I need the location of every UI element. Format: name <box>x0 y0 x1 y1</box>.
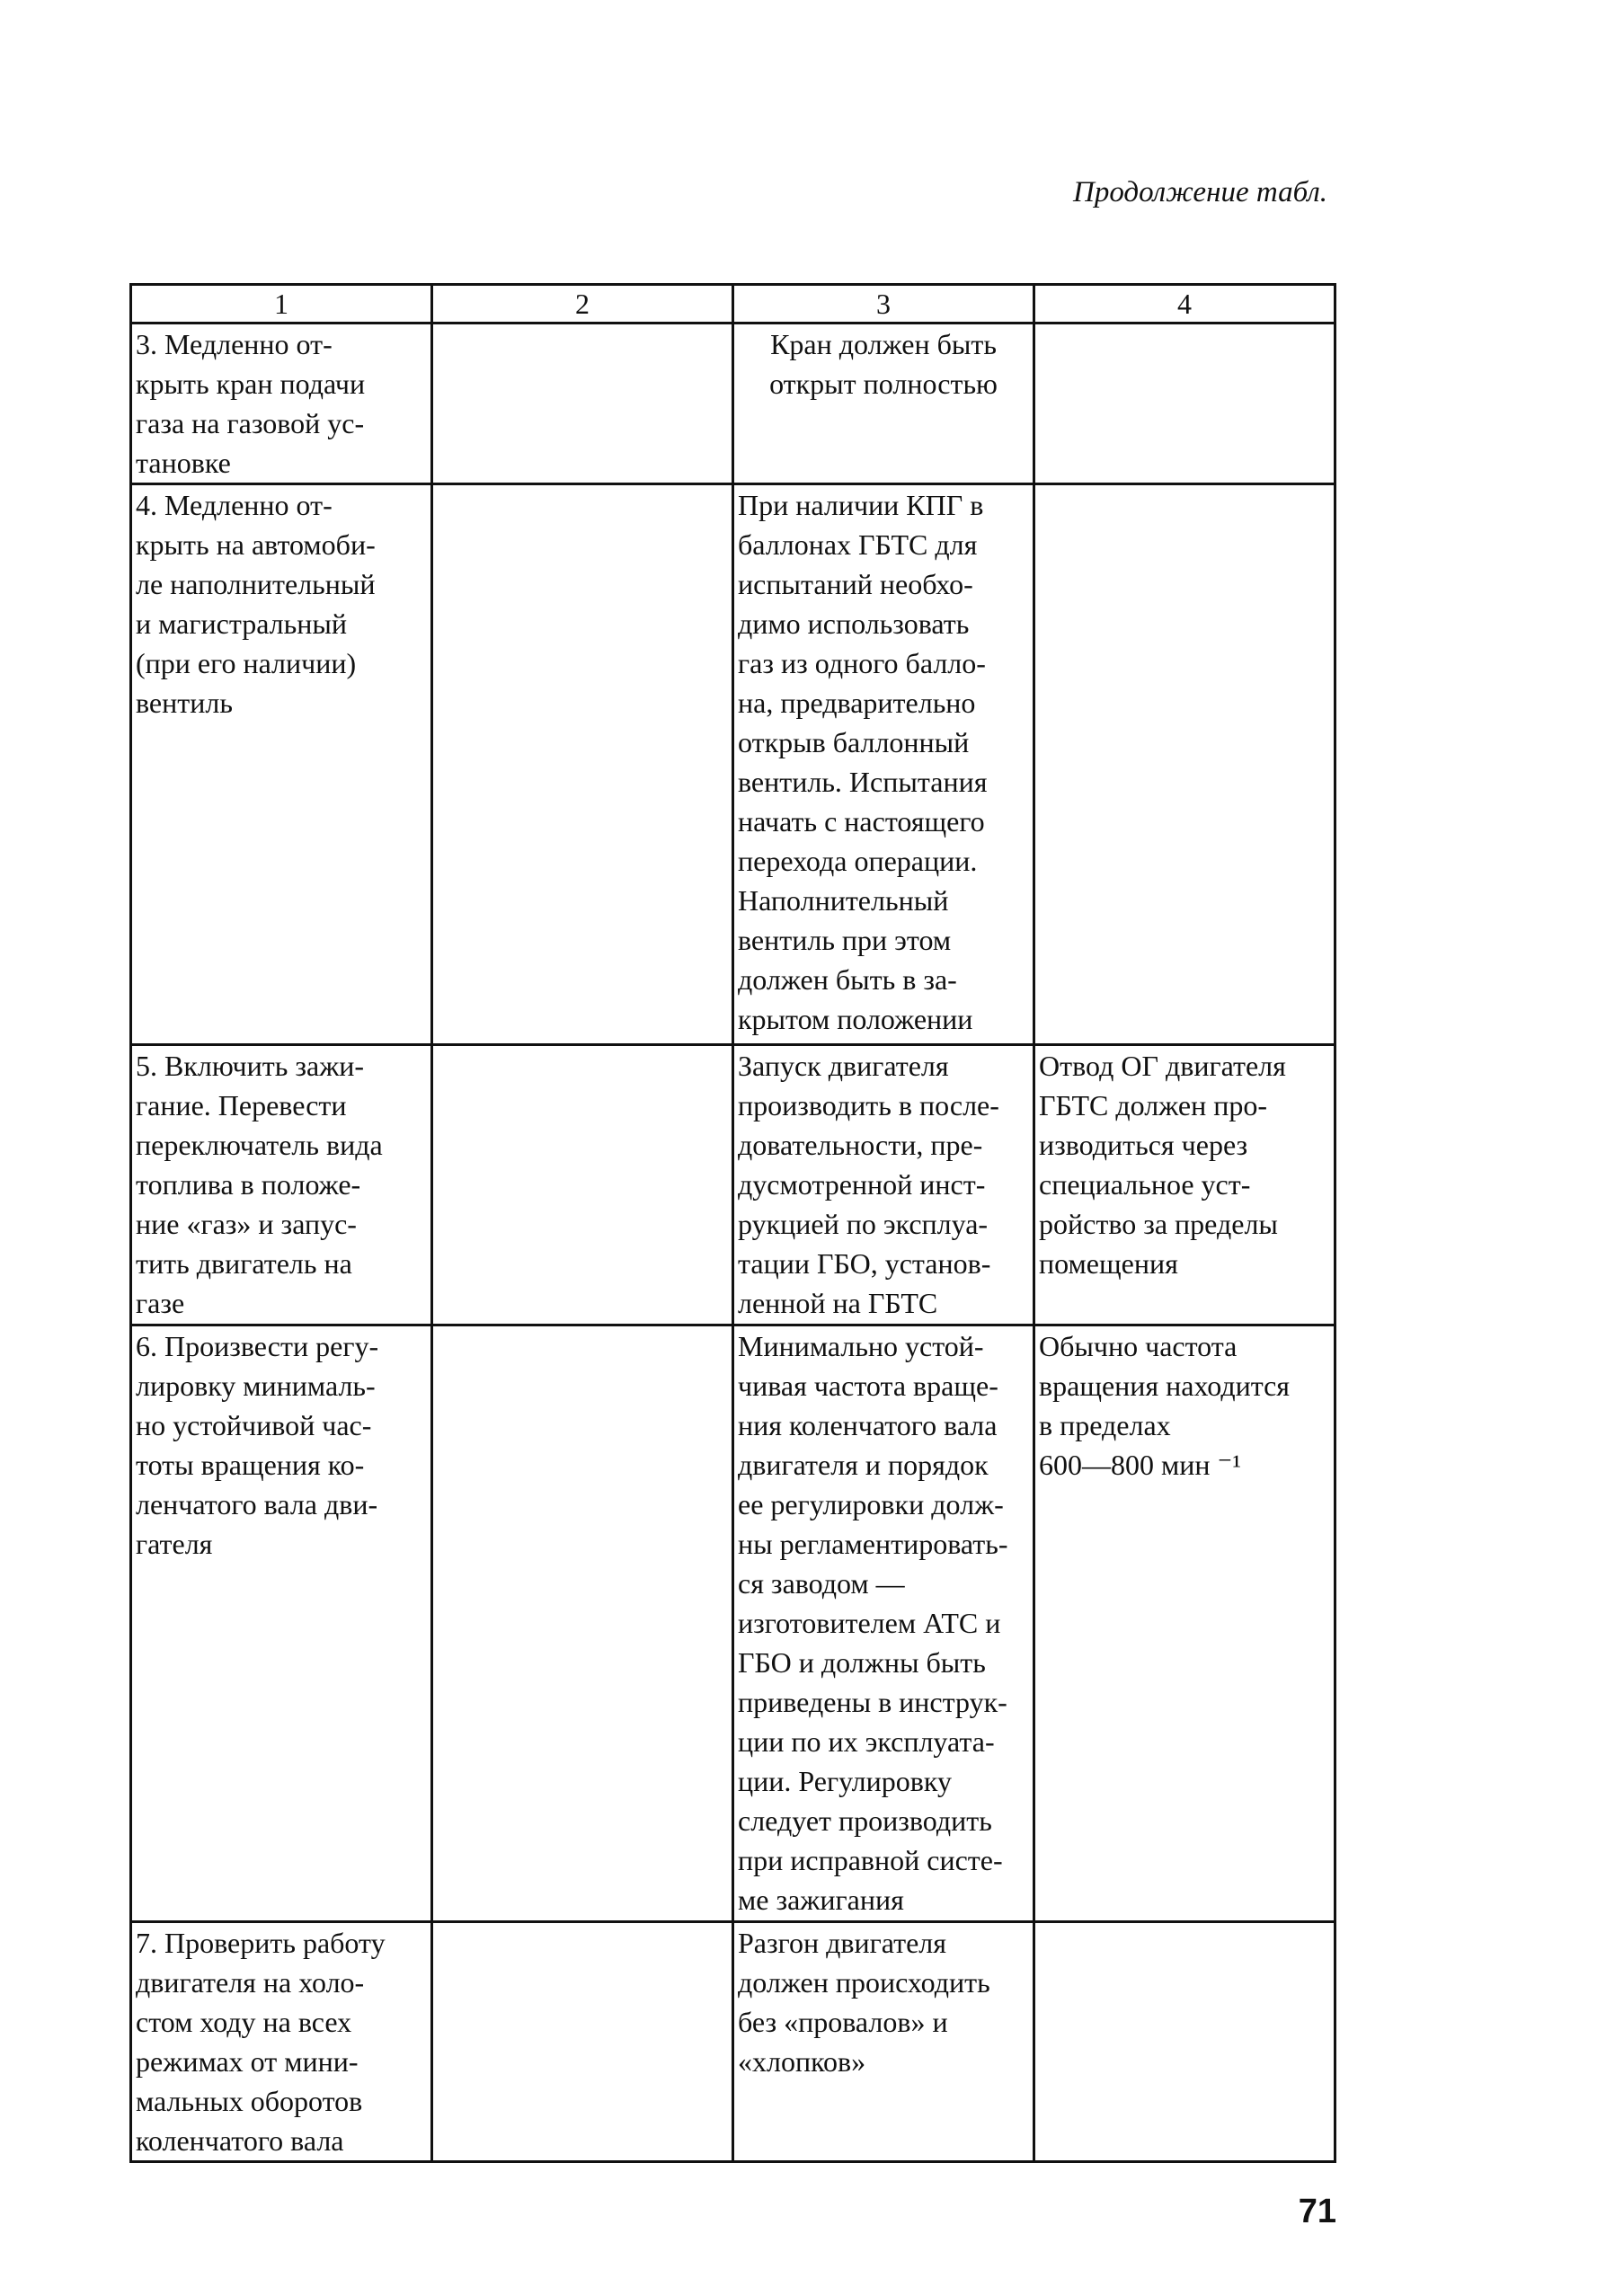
table-row <box>131 1045 1335 1325</box>
table-header-row <box>131 285 1335 324</box>
table-cell: 5. Включить зажи- гание. Перевести переключатель вида топлива в положе- ние «газ» и запус- тить двигатель на газе <box>131 1045 432 1325</box>
table-continuation-caption: Продолжение табл. <box>1073 176 1327 208</box>
table-cell: Кран должен быть открыт полностью <box>733 324 1034 484</box>
table-cell: Отвод ОГ двигателя ГБТС должен про- изводиться через специальное уст- ройство за пределы помещения <box>1034 1045 1335 1325</box>
column-header: 4 <box>1034 285 1335 324</box>
column-header: 1 <box>131 285 432 324</box>
table-cell <box>432 1045 733 1325</box>
table-cell: 7. Проверить работу двигателя на холо- стом ходу на всех режимах от мини- мальных оборотов коленчатого вала <box>131 1922 432 2162</box>
column-header: 2 <box>432 285 733 324</box>
table-cell <box>1034 484 1335 1045</box>
table-cell <box>1034 324 1335 484</box>
table-cell <box>432 324 733 484</box>
table-cell <box>432 484 733 1045</box>
table-cell: При наличии КПГ в баллонах ГБТС для испытаний необхо- димо использовать газ из одного балло- на, предварительно открыв баллонный вентиль. Испытания начать с настоящего перехода операции. Наполнительный вентиль при этом должен быть в за- крытом положении <box>733 484 1034 1045</box>
table-cell <box>432 1325 733 1922</box>
table-cell: 6. Произвести регу- лировку минималь- но устойчивой час- тоты вращения ко- ленчатого вала дви- гателя <box>131 1325 432 1922</box>
table-cell <box>1034 1922 1335 2162</box>
procedure-table <box>129 283 1336 2163</box>
table-row <box>131 484 1335 1045</box>
table-cell: 4. Медленно от- крыть на автомоби- ле наполнительный и магистральный (при его наличии) вентиль <box>131 484 432 1045</box>
column-header: 3 <box>733 285 1034 324</box>
table-row <box>131 1325 1335 1922</box>
table-cell: Обычно частота вращения находится в пределах 600—800 мин ⁻¹ <box>1034 1325 1335 1922</box>
page-number: 71 <box>1298 2193 1336 2230</box>
table-cell <box>432 1922 733 2162</box>
table-cell: Разгон двигателя должен происходить без «провалов» и «хлопков» <box>733 1922 1034 2162</box>
table-row <box>131 1922 1335 2162</box>
table-cell: Запуск двигателя производить в после- довательности, пре- дусмотренной инст- рукцией по эксплуа- тации ГБО, установ- ленной на ГБТС <box>733 1045 1034 1325</box>
table-cell: 3. Медленно от- крыть кран подачи газа на газовой ус- тановке <box>131 324 432 484</box>
table-cell: Минимально устой- чивая частота враще- ния коленчатого вала двигателя и порядок ее регулировки долж- ны регламентировать- ся заводом — изготовителем АТС и ГБО и должны быть приведены в инструк- ции по их эксплуата- ции. Регулировку следует производить при исправной систе- ме зажигания <box>733 1325 1034 1922</box>
table-row <box>131 324 1335 484</box>
